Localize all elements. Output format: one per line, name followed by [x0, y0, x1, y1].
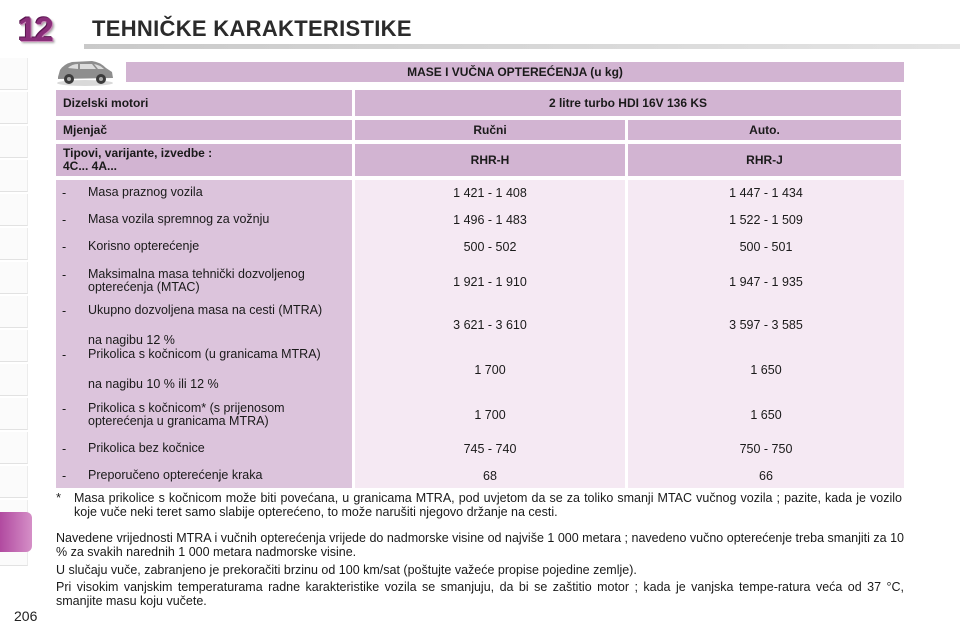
row-auto-value: 750 - 750	[739, 442, 793, 456]
note-paragraph-2: U slučaju vuče, zabranjeno je prekoračiti brzinu od 100 km/sat (poštujte važeće propise pojedine zemlje).	[56, 563, 637, 577]
row-label: Prikolica s kočnicom (u granicama MTRA)	[88, 347, 321, 361]
gearbox-auto: Auto.	[628, 120, 901, 140]
row-label: Preporučeno opterećenje kraka	[88, 468, 263, 482]
chapter-tab[interactable]	[0, 398, 28, 430]
row-auto-value: 1 447 - 1 434	[729, 186, 803, 200]
table-title: MASE I VUČNA OPTEREĆENJA (u kg)	[126, 62, 904, 82]
gearbox-label: Mjenjač	[56, 120, 352, 140]
row-auto-value: 1 650	[750, 408, 782, 422]
row-dash: -	[62, 186, 67, 200]
gearbox-row	[56, 120, 904, 140]
chapter-tab[interactable]	[0, 160, 28, 192]
row-label: Ukupno dozvoljena masa na cesti (MTRA)	[88, 303, 323, 317]
row-manual-value: 1 921 - 1 910	[453, 275, 527, 289]
footnote-mark: *	[56, 490, 62, 505]
row-auto-value: 1 522 - 1 509	[729, 213, 803, 227]
row-sublabel: na nagibu 10 % ili 12 %	[88, 377, 219, 391]
row-label: Masa praznog vozila	[88, 185, 203, 199]
row-manual-value: 500 - 502	[463, 240, 517, 254]
row-sublabel: na nagibu 12 %	[88, 333, 175, 347]
chapter-tab-strip	[0, 58, 34, 640]
types-label-line2: 4C... 4A...	[63, 159, 118, 173]
chapter-tab[interactable]	[0, 364, 28, 396]
row-manual-value: 68	[483, 469, 497, 483]
type-auto: RHR-J	[628, 144, 901, 176]
note-paragraph-1: Navedene vrijednosti MTRA i vučnih opterećenja vrijede do nadmorske visine od najviše 1 000 metara ; navedeno vučno opterećenje treba smanjiti za 10 % za svakih narednih 1 000 metara nadmorske visine.	[56, 531, 904, 559]
row-dash: -	[62, 268, 67, 282]
row-label: Korisno opterećenje	[88, 239, 200, 253]
row-dash: -	[62, 402, 67, 416]
row-auto-value: 1 650	[750, 363, 782, 377]
chapter-tab[interactable]	[0, 466, 28, 498]
row-manual-value: 1 700	[474, 408, 506, 422]
page-title: TEHNIČKE KARAKTERISTIKE	[92, 16, 412, 41]
row-label: Maksimalna masa tehnički dozvoljenog opterećenja (MTAC)	[88, 267, 305, 294]
chapter-tab[interactable]	[0, 126, 28, 158]
row-auto-value: 500 - 501	[739, 240, 793, 254]
types-row	[56, 144, 904, 176]
chapter-number-badge: 12	[18, 11, 52, 49]
types-label-line1: Tipovi, varijante, izvedbe :	[63, 146, 213, 160]
chapter-tab-active[interactable]	[0, 512, 32, 552]
engine-row	[56, 90, 904, 116]
car-icon	[54, 56, 116, 86]
chapter-tab[interactable]	[0, 432, 28, 464]
type-manual: RHR-H	[355, 144, 625, 176]
row-dash: -	[62, 469, 67, 483]
row-label: Prikolica s kočnicom* (s prijenosom opterećenja u granicama MTRA)	[88, 401, 285, 428]
header-rule	[84, 44, 960, 49]
page-number: 206	[14, 608, 38, 624]
chapter-tab[interactable]	[0, 228, 28, 260]
types-label	[56, 144, 352, 176]
row-manual-value: 1 421 - 1 408	[453, 186, 527, 200]
row-dash: -	[62, 304, 67, 318]
row-label: Prikolica bez kočnice	[88, 441, 205, 455]
chapter-tab[interactable]	[0, 262, 28, 294]
row-dash: -	[62, 240, 67, 254]
footnote-text: Masa prikolice s kočnicom može biti povećana, u granicama MTRA, pod uvjetom da se za toliko smanji MTAC vučnog vozila ; pazite, kada je vozilo koje vuče neki teret samo slabije opterećeno, to može narušiti njegovo držanje na cesti.	[74, 491, 902, 519]
row-manual-value: 745 - 740	[463, 442, 517, 456]
row-manual-value: 1 496 - 1 483	[453, 213, 527, 227]
row-dash: -	[62, 348, 67, 362]
chapter-tab[interactable]	[0, 330, 28, 362]
row-dash: -	[62, 213, 67, 227]
row-dash: -	[62, 442, 67, 456]
note-paragraph-3: Pri visokim vanjskim temperaturama radne karakteristike vozila se smanjuju, da bi se zaštitio motor ; kada je vanjska tempe-ratura veća od 37 °C, smanjite masu koju vučete.	[56, 580, 904, 608]
row-label: Masa vozila spremnog za vožnju	[88, 212, 270, 226]
chapter-tab[interactable]	[0, 194, 28, 226]
chapter-tab[interactable]	[0, 92, 28, 124]
row-manual-value: 1 700	[474, 363, 506, 377]
row-auto-value: 3 597 - 3 585	[729, 318, 803, 332]
row-auto-value: 1 947 - 1 935	[729, 275, 803, 289]
engine-label: Dizelski motori	[56, 90, 352, 116]
row-auto-value: 66	[759, 469, 773, 483]
chapter-tab[interactable]	[0, 58, 28, 90]
gearbox-manual: Ručni	[355, 120, 625, 140]
row-manual-value: 3 621 - 3 610	[453, 318, 527, 332]
engine-value: 2 litre turbo HDI 16V 136 KS	[355, 90, 901, 116]
chapter-tab[interactable]	[0, 296, 28, 328]
mass-data-block	[56, 180, 904, 488]
